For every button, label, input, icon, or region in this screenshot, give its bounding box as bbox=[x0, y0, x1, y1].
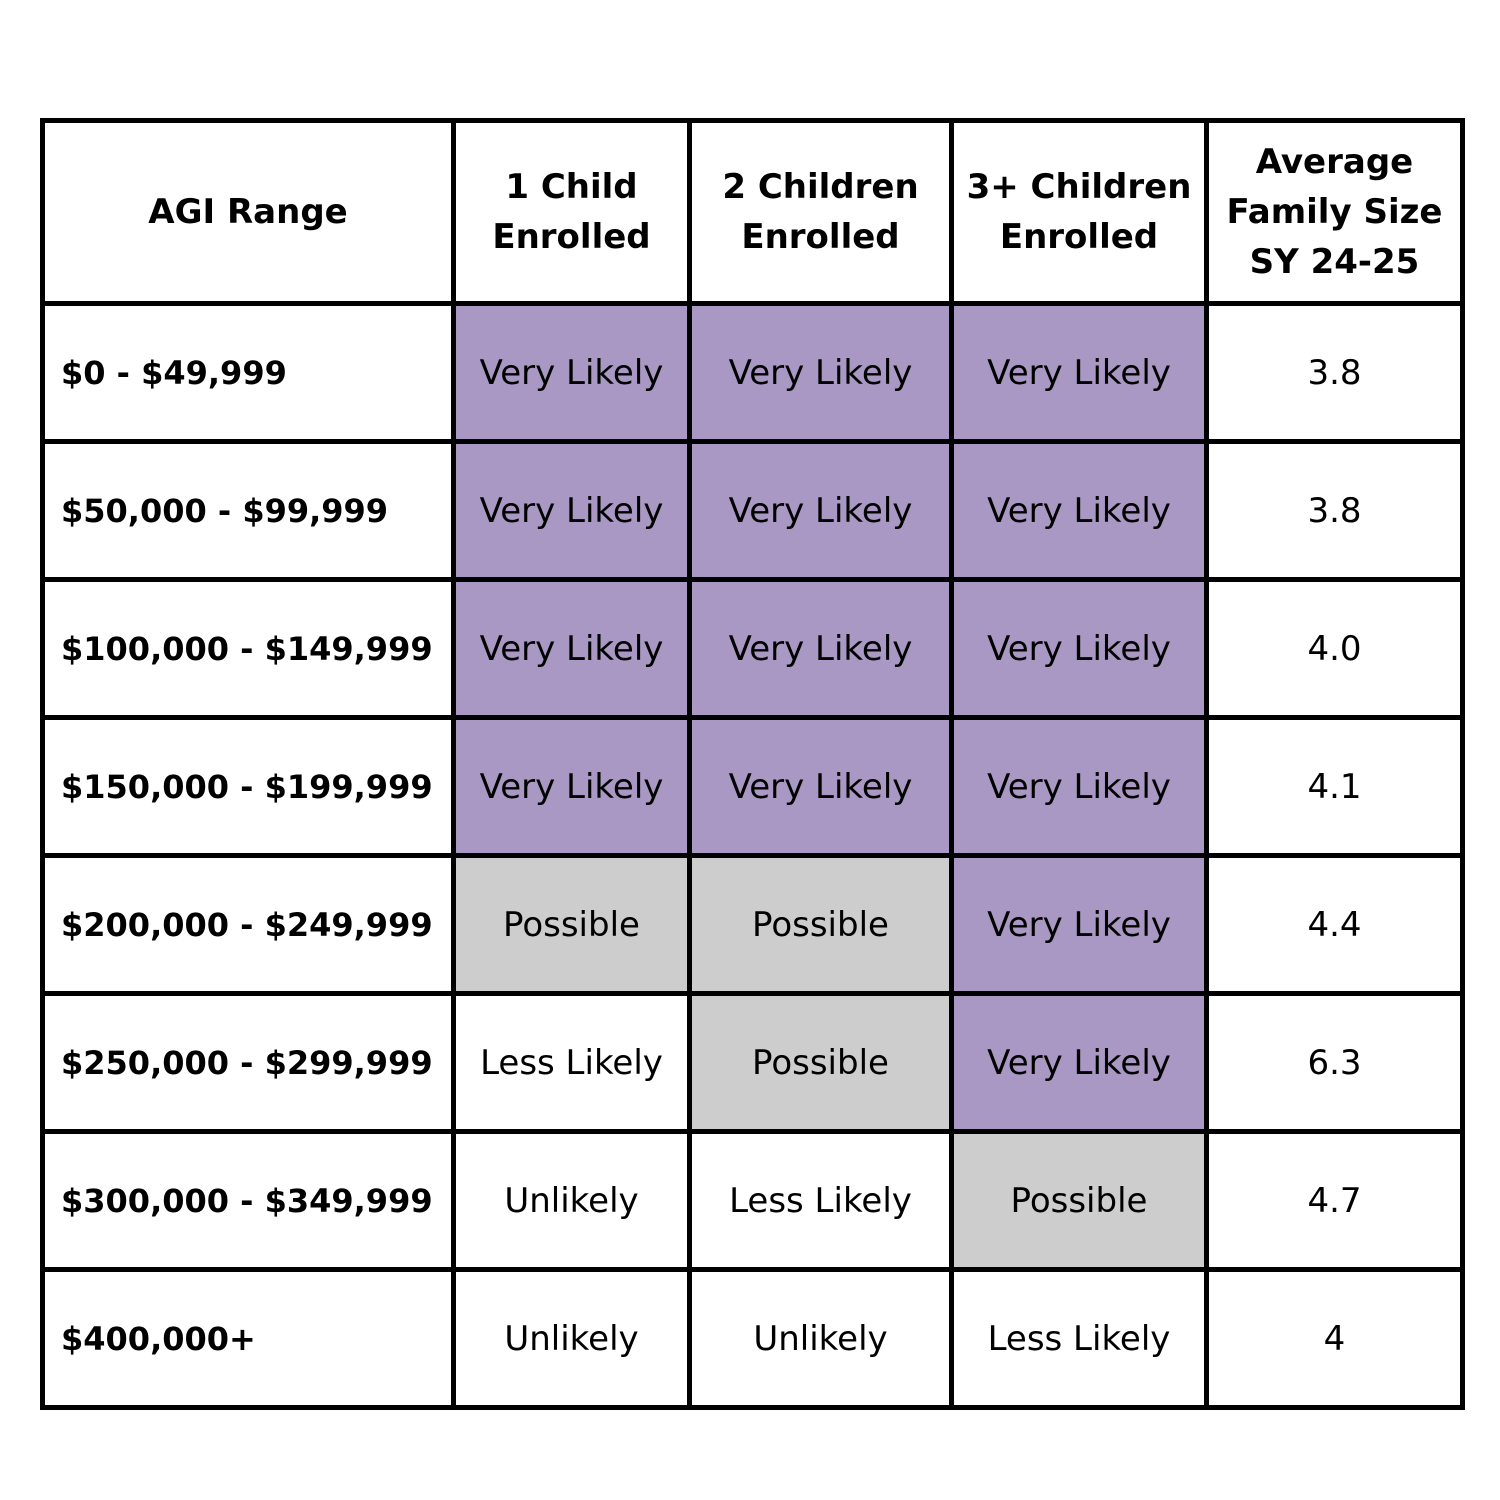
likelihood-cell: Very Likely bbox=[454, 304, 690, 442]
agi-range-cell: $200,000 - $249,999 bbox=[43, 856, 454, 994]
header-avg-family-size: Average Family Size SY 24-25 bbox=[1207, 121, 1463, 304]
likelihood-cell: Unlikely bbox=[454, 1132, 690, 1270]
header-1-child: 1 Child Enrolled bbox=[454, 121, 690, 304]
table-row bbox=[43, 304, 1463, 442]
family-size-cell: 4.0 bbox=[1207, 580, 1463, 718]
header-3plus-children: 3+ Children Enrolled bbox=[952, 121, 1207, 304]
likelihood-cell: Unlikely bbox=[454, 1270, 690, 1408]
likelihood-cell: Unlikely bbox=[690, 1270, 952, 1408]
agi-range-cell: $50,000 - $99,999 bbox=[43, 442, 454, 580]
likelihood-cell: Very Likely bbox=[690, 718, 952, 856]
likelihood-cell: Very Likely bbox=[952, 580, 1207, 718]
family-size-cell: 4.4 bbox=[1207, 856, 1463, 994]
table-row bbox=[43, 442, 1463, 580]
agi-range-cell: $250,000 - $299,999 bbox=[43, 994, 454, 1132]
table-row bbox=[43, 718, 1463, 856]
family-size-cell: 3.8 bbox=[1207, 304, 1463, 442]
family-size-cell: 4.1 bbox=[1207, 718, 1463, 856]
likelihood-cell: Less Likely bbox=[952, 1270, 1207, 1408]
likelihood-cell: Very Likely bbox=[454, 442, 690, 580]
likelihood-table bbox=[40, 118, 1465, 1410]
likelihood-cell: Possible bbox=[454, 856, 690, 994]
table-row bbox=[43, 856, 1463, 994]
agi-range-cell: $300,000 - $349,999 bbox=[43, 1132, 454, 1270]
table-row bbox=[43, 580, 1463, 718]
likelihood-cell: Very Likely bbox=[952, 994, 1207, 1132]
likelihood-cell: Possible bbox=[690, 994, 952, 1132]
likelihood-cell: Very Likely bbox=[952, 856, 1207, 994]
likelihood-cell: Very Likely bbox=[454, 580, 690, 718]
header-row bbox=[43, 121, 1463, 304]
agi-range-cell: $0 - $49,999 bbox=[43, 304, 454, 442]
likelihood-cell: Very Likely bbox=[454, 718, 690, 856]
likelihood-cell: Less Likely bbox=[454, 994, 690, 1132]
table-row bbox=[43, 1270, 1463, 1408]
agi-range-cell: $100,000 - $149,999 bbox=[43, 580, 454, 718]
family-size-cell: 4 bbox=[1207, 1270, 1463, 1408]
header-2-children: 2 Children Enrolled bbox=[690, 121, 952, 304]
family-size-cell: 3.8 bbox=[1207, 442, 1463, 580]
agi-range-cell: $400,000+ bbox=[43, 1270, 454, 1408]
likelihood-table-container bbox=[40, 118, 1460, 1410]
likelihood-cell: Possible bbox=[952, 1132, 1207, 1270]
header-agi-range: AGI Range bbox=[43, 121, 454, 304]
table-row bbox=[43, 1132, 1463, 1270]
likelihood-cell: Very Likely bbox=[690, 304, 952, 442]
likelihood-cell: Very Likely bbox=[690, 442, 952, 580]
likelihood-cell: Very Likely bbox=[952, 718, 1207, 856]
agi-range-cell: $150,000 - $199,999 bbox=[43, 718, 454, 856]
likelihood-cell: Possible bbox=[690, 856, 952, 994]
likelihood-cell: Very Likely bbox=[952, 304, 1207, 442]
likelihood-cell: Less Likely bbox=[690, 1132, 952, 1270]
family-size-cell: 4.7 bbox=[1207, 1132, 1463, 1270]
table-row bbox=[43, 994, 1463, 1132]
likelihood-cell: Very Likely bbox=[952, 442, 1207, 580]
likelihood-cell: Very Likely bbox=[690, 580, 952, 718]
family-size-cell: 6.3 bbox=[1207, 994, 1463, 1132]
